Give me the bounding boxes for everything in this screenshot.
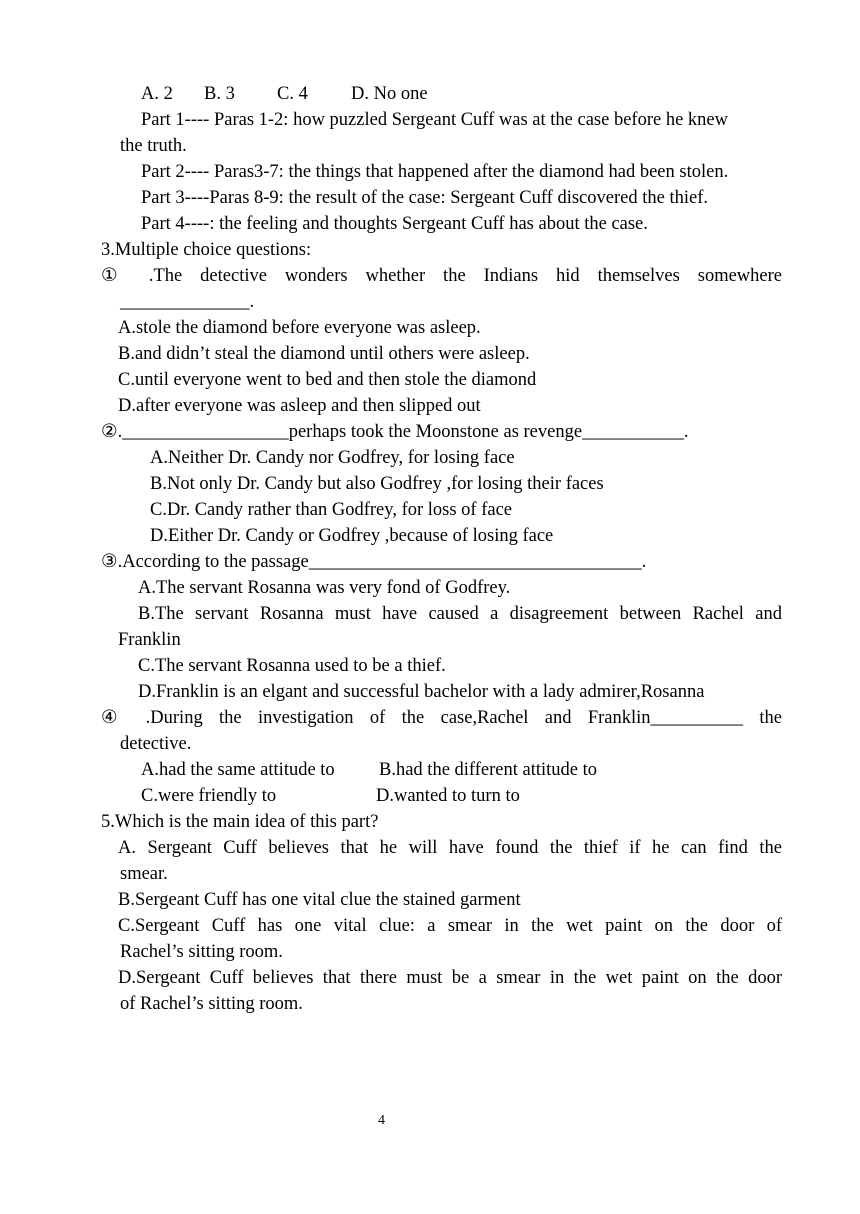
q3-option-b-line1: B.The servant Rosanna must have caused a disagreement between Rachel and	[138, 604, 782, 624]
q4-stem-line1: ④ .During the investigation of the case,Rachel and Franklin__________ the	[101, 708, 782, 728]
q2-option-c: C.Dr. Candy rather than Godfrey, for loss of face	[150, 500, 513, 520]
top-option-a: A. 2	[141, 84, 173, 104]
part2-line: Part 2---- Paras3-7: the things that happened after the diamond had been stolen.	[141, 162, 729, 182]
q4-option-c: C.were friendly to	[141, 786, 277, 806]
part1-line2: the truth.	[120, 136, 187, 156]
top-option-d: D. No one	[351, 84, 428, 104]
q5-option-a-line2: smear.	[120, 864, 168, 884]
top-option-b: B. 3	[204, 84, 235, 104]
q5-option-b: B.Sergeant Cuff has one vital clue the stained garment	[118, 890, 521, 910]
q2-stem: ②.__________________perhaps took the Moonstone as revenge___________.	[101, 422, 689, 442]
q1-option-b: B.and didn’t steal the diamond until others were asleep.	[118, 344, 530, 364]
q2-option-d: D.Either Dr. Candy or Godfrey ,because of losing face	[150, 526, 554, 546]
q2-option-a: A.Neither Dr. Candy nor Godfrey, for losing face	[150, 448, 515, 468]
q3-option-b-line2: Franklin	[118, 630, 181, 650]
q1-option-a: A.stole the diamond before everyone was asleep.	[118, 318, 481, 338]
q5-stem: 5.Which is the main idea of this part?	[101, 812, 379, 832]
part1-line1: Part 1---- Paras 1-2: how puzzled Sergeant Cuff was at the case before he knew	[141, 110, 728, 130]
part3-line: Part 3----Paras 8-9: the result of the case: Sergeant Cuff discovered the thief.	[141, 188, 708, 208]
q4-stem-line2: detective.	[120, 734, 192, 754]
q1-option-d: D.after everyone was asleep and then slipped out	[118, 396, 481, 416]
q4-option-a: A.had the same attitude to	[141, 760, 335, 780]
q1-option-c: C.until everyone went to bed and then stole the diamond	[118, 370, 537, 390]
q1-stem-line2: ______________.	[120, 292, 255, 312]
q5-option-a-line1: A. Sergeant Cuff believes that he will have found the thief if he can find the	[118, 838, 782, 858]
q3-stem: ③.According to the passage____________________________________.	[101, 552, 647, 572]
page-number: 4	[378, 1113, 385, 1128]
q1-stem-line1: ① .The detective wonders whether the Indians hid themselves somewhere	[101, 266, 782, 286]
q3-option-d: D.Franklin is an elgant and successful bachelor with a lady admirer,Rosanna	[138, 682, 705, 702]
part4-line: Part 4----: the feeling and thoughts Sergeant Cuff has about the case.	[141, 214, 648, 234]
q3-option-c: C.The servant Rosanna used to be a thief.	[138, 656, 446, 676]
q5-option-d-line1: D.Sergeant Cuff believes that there must be a smear in the wet paint on the door	[118, 968, 782, 988]
q4-option-d: D.wanted to turn to	[376, 786, 520, 806]
q5-option-c-line2: Rachel’s sitting room.	[120, 942, 283, 962]
section3-heading: 3.Multiple choice questions:	[101, 240, 312, 260]
q2-option-b: B.Not only Dr. Candy but also Godfrey ,for losing their faces	[150, 474, 604, 494]
q5-option-d-line2: of Rachel’s sitting room.	[120, 994, 303, 1014]
q5-option-c-line1: C.Sergeant Cuff has one vital clue: a smear in the wet paint on the door of	[118, 916, 782, 936]
q3-option-a: A.The servant Rosanna was very fond of Godfrey.	[138, 578, 511, 598]
top-option-c: C. 4	[277, 84, 308, 104]
q4-option-b: B.had the different attitude to	[379, 760, 597, 780]
